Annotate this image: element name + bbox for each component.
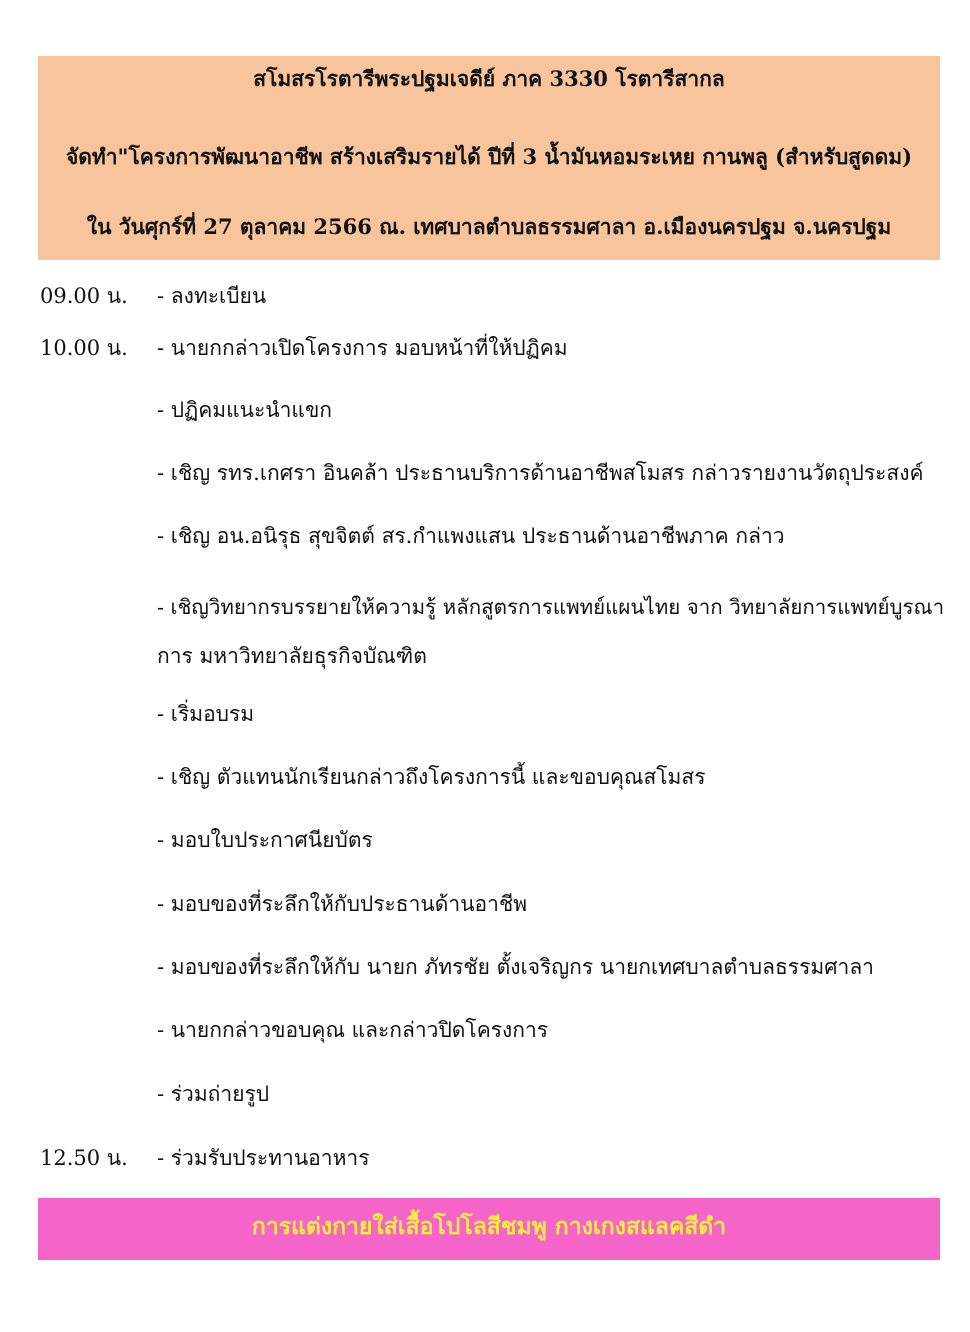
schedule-row (0, 886, 970, 922)
schedule-item: - ลงทะเบียน (157, 284, 267, 308)
schedule-item: - มอบของที่ระลึกให้กับประธานด้านอาชีพ (157, 892, 528, 916)
schedule-item-lecture (157, 583, 947, 681)
time-label: 10.00 น. (40, 336, 128, 360)
schedule-item-line: - เชิญวิทยากรบรรยายให้ความรู้ หลักสูตรการแพทย์แผนไทย จาก วิทยาลัยการแพทย์บูรณา (157, 595, 945, 619)
schedule-item: - เชิญ อน.อนิรุธ สุขจิตต์ สร.กำแพงแสน ประธานด้านอาชีพภาค กล่าว (157, 524, 785, 548)
header-banner (38, 56, 940, 260)
schedule-row (0, 392, 970, 428)
schedule-item: - ร่วมถ่ายรูป (157, 1082, 270, 1106)
club-name: สโมสรโรตารีพระปฐมเจดีย์ ภาค 3330 โรตารีสากล (253, 66, 725, 91)
schedule-row (0, 759, 970, 795)
schedule-item: - มอบของที่ระลึกให้กับ นายก ภัทรชัย ตั้งเจริญกร นายกเทศบาลตำบลธรรมศาลา (157, 955, 874, 979)
schedule-row (0, 455, 970, 491)
dress-code-banner (38, 1198, 940, 1260)
schedule-row (0, 518, 970, 554)
schedule-item: - นายกกล่าวขอบคุณ และกล่าวปิดโครงการ (157, 1018, 549, 1042)
schedule-row (0, 1140, 970, 1176)
schedule-item: - ร่วมรับประทานอาหาร (157, 1146, 370, 1170)
schedule-item: - เชิญ รทร.เกศรา อินคล้า ประธานบริการด้านอาชีพสโมสร กล่าวรายงานวัตถุประสงค์ (157, 461, 924, 485)
project-title: จัดทำ"โครงการพัฒนาอาชีพ สร้างเสริมรายได้ ปีที่ 3 น้ำมันหอมระเหย กานพลู (สำหรับสูดดม) (65, 144, 913, 169)
time-label: 12.50 น. (40, 1146, 128, 1170)
schedule-row (0, 949, 970, 985)
schedule-row (0, 1012, 970, 1048)
schedule-row (0, 1076, 970, 1112)
schedule-row (0, 822, 970, 858)
schedule-item-line: การ มหาวิทยาลัยธุรกิจบัณฑิต (157, 644, 427, 668)
schedule-item: - มอบใบประกาศนียบัตร (157, 828, 373, 852)
time-label: 09.00 น. (40, 284, 128, 308)
schedule-item: - เชิญ ตัวแทนนักเรียนกล่าวถึงโครงการนี้ และขอบคุณสโมสร (157, 765, 706, 789)
schedule-row (0, 696, 970, 732)
schedule-row (0, 330, 970, 366)
schedule-item: - เริ่มอบรม (157, 702, 255, 726)
dress-code-text: การแต่งกายใส่เสื้อโปโลสีชมพู กางเกงสแลคสีดำ (251, 1213, 727, 1240)
event-date-venue: ใน วันศุกร์ที่ 27 ตุลาคม 2566 ณ. เทศบาลตำบลธรรมศาลา อ.เมืองนครปฐม จ.นครปฐม (86, 214, 892, 239)
schedule-item: - นายกกล่าวเปิดโครงการ มอบหน้าที่ให้ปฏิคม (157, 336, 568, 360)
schedule-item: - ปฏิคมแนะนำแขก (157, 398, 333, 422)
schedule-row (0, 278, 970, 314)
